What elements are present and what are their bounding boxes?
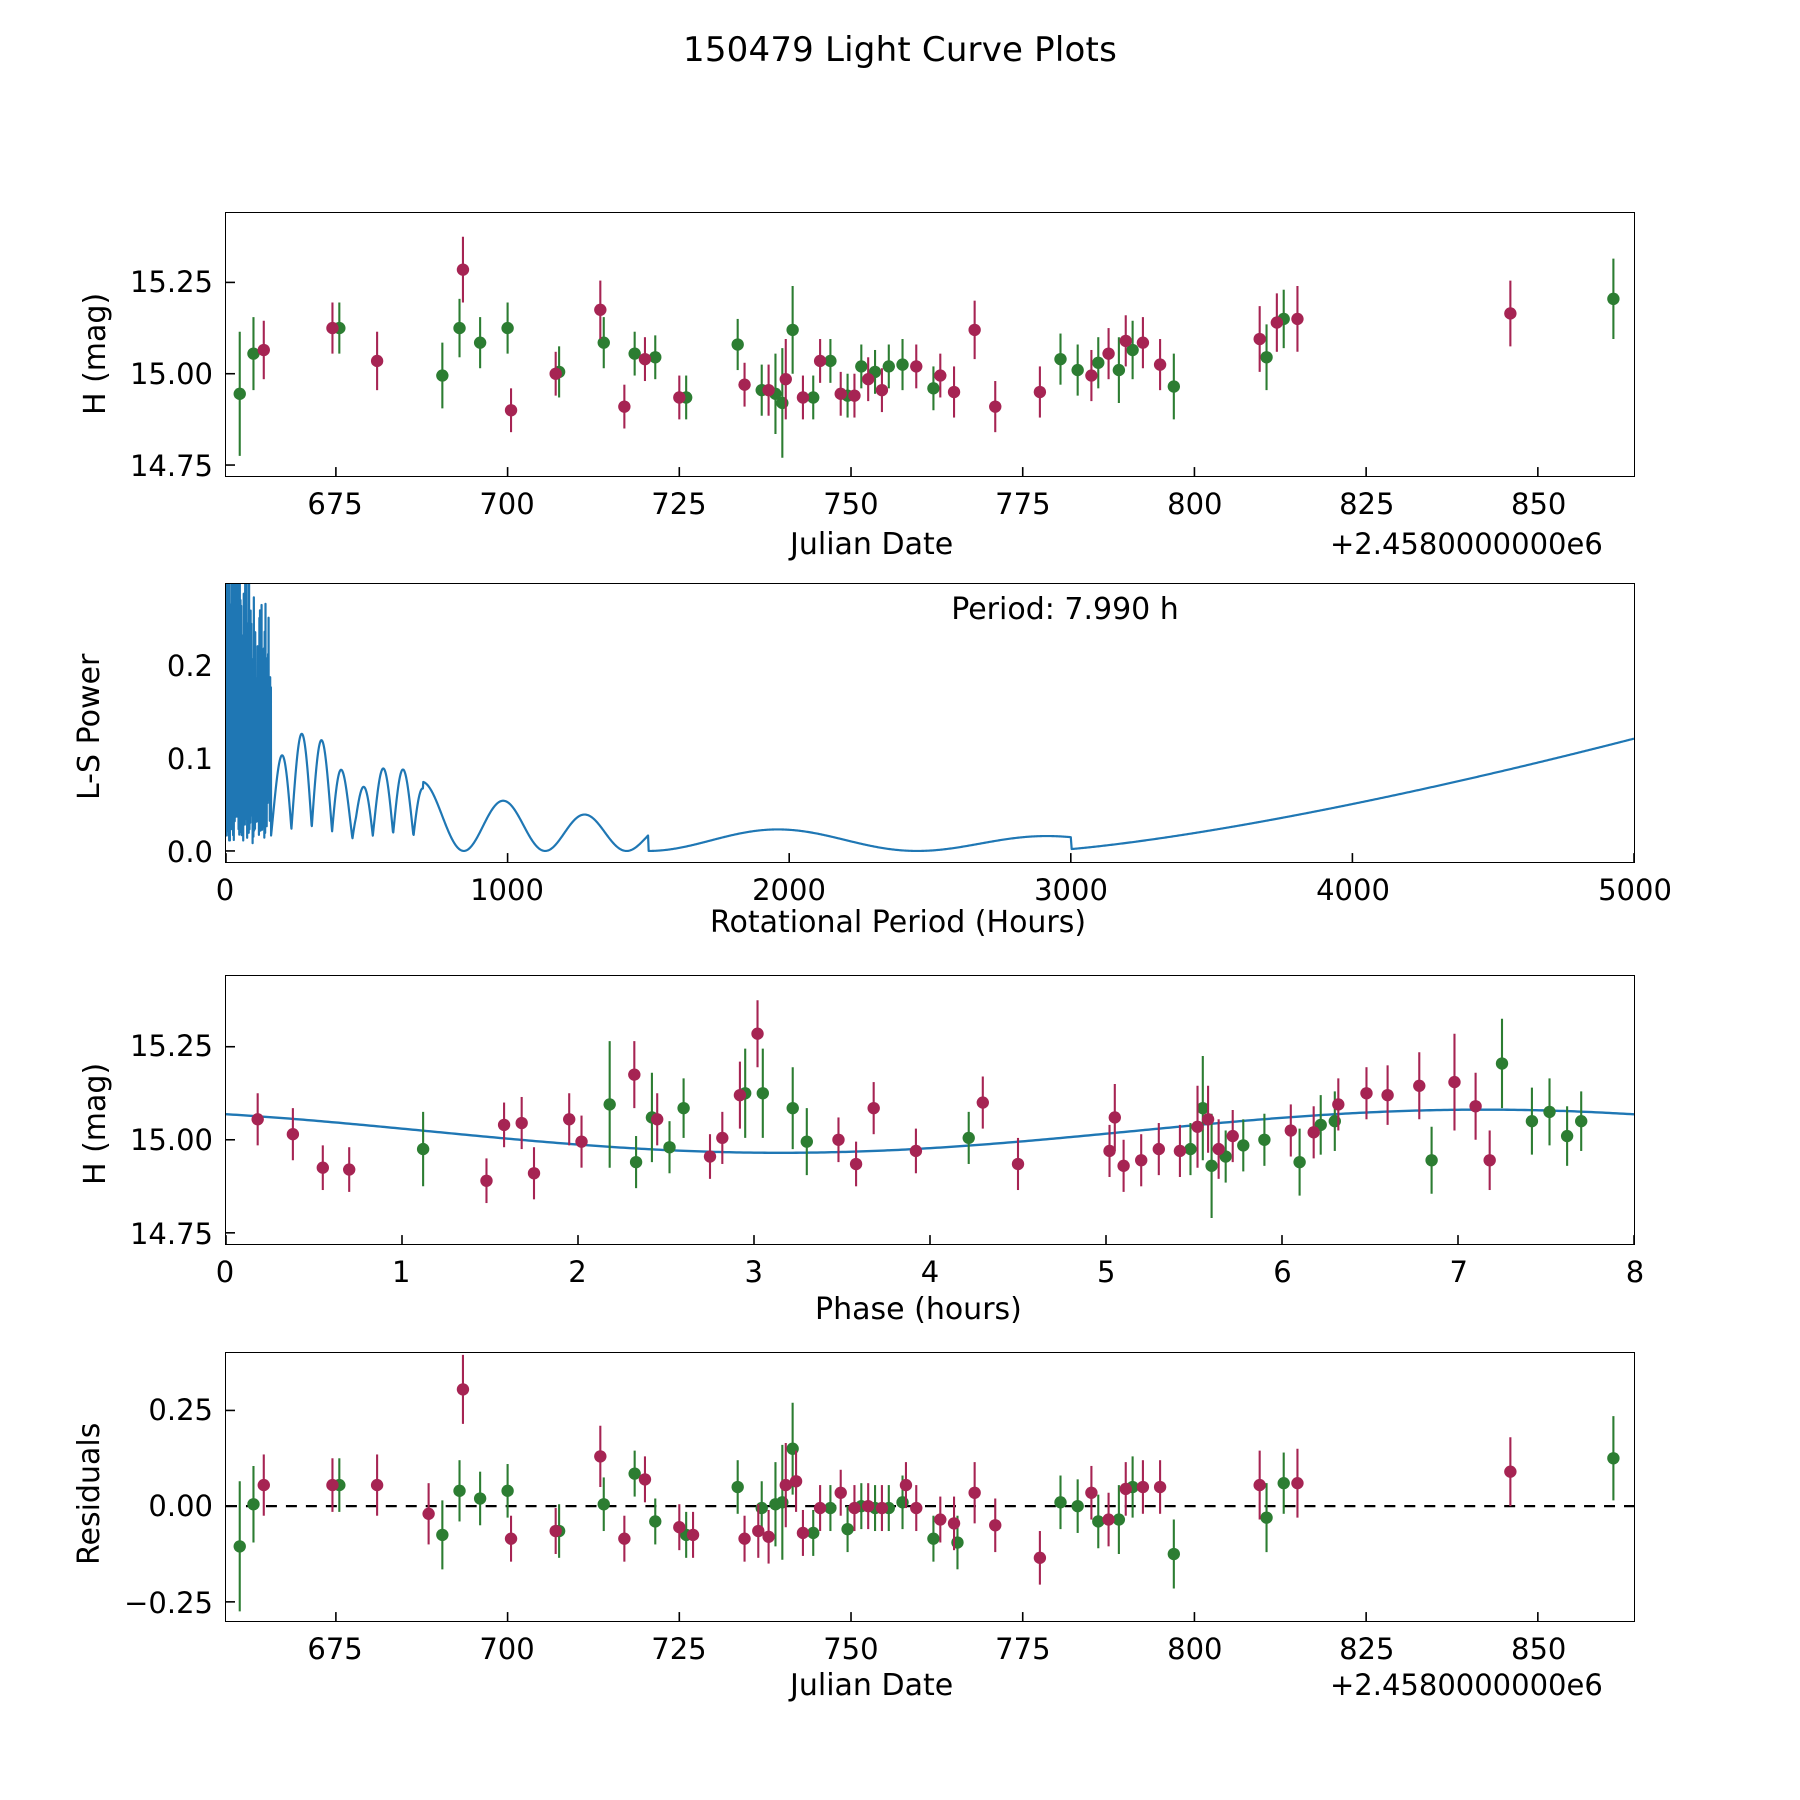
axis-label-x-periodogram: Rotational Period (Hours) — [710, 905, 1087, 940]
axis-label-x-residuals: Julian Date — [790, 1668, 954, 1703]
axis-label-y-periodogram: L-S Power — [72, 653, 107, 800]
axes-lightcurve — [225, 212, 1635, 477]
x-tick-label: 4000 — [1316, 873, 1390, 907]
x-tick-label: 775 — [995, 487, 1051, 521]
x-tick-label: 800 — [1167, 487, 1223, 521]
axes-phased — [225, 975, 1635, 1245]
y-tick-label: 15.00 — [129, 1123, 213, 1157]
axis-label-y-phased: H (mag) — [78, 1062, 113, 1185]
x-tick-label: 750 — [823, 1632, 879, 1666]
x-tick-label: 725 — [651, 1632, 707, 1666]
x-tick-label: 1000 — [470, 873, 544, 907]
axis-label-x-phased: Phase (hours) — [815, 1292, 1022, 1327]
y-tick-label: 0.25 — [148, 1392, 213, 1427]
y-tick-label: 15.25 — [129, 264, 213, 299]
y-tick-label: 14.75 — [129, 1216, 213, 1251]
axis-label-y-lightcurve: H (mag) — [78, 292, 113, 415]
x-tick-label: 4 — [920, 1255, 940, 1289]
axes-periodogram — [225, 583, 1635, 863]
y-tick-label: 0.0 — [166, 834, 213, 869]
x-tick-label: 675 — [307, 487, 363, 521]
y-tick-label: 0.00 — [148, 1489, 213, 1524]
y-tick-label: 0.1 — [166, 742, 213, 777]
x-tick-label: 2000 — [752, 873, 826, 907]
x-tick-label: 0 — [215, 1255, 235, 1289]
y-tick-label: 15.25 — [129, 1029, 213, 1064]
x-tick-label: 3 — [744, 1255, 763, 1289]
axis-label-y-residuals: Residuals — [72, 1422, 107, 1565]
x-tick-label: 0 — [215, 873, 235, 907]
x-tick-label: 5000 — [1598, 873, 1672, 907]
x-tick-label: 8 — [1625, 1255, 1645, 1289]
x-tick-label: 2 — [568, 1255, 587, 1289]
axis-offset-lightcurve: +2.4580000000e6 — [1330, 527, 1603, 561]
period-annotation: Period: 7.990 h — [951, 592, 1179, 627]
x-tick-label: 750 — [823, 487, 879, 521]
x-tick-label: 725 — [651, 487, 707, 521]
y-tick-label: 15.00 — [129, 356, 213, 391]
axes-residuals — [225, 1352, 1635, 1622]
axis-label-x-lightcurve: Julian Date — [790, 527, 954, 562]
x-tick-label: 825 — [1339, 487, 1395, 521]
x-tick-label: 700 — [479, 1632, 535, 1666]
x-tick-label: 775 — [995, 1632, 1051, 1666]
x-tick-label: 800 — [1167, 1632, 1223, 1666]
y-tick-label: 0.2 — [166, 649, 213, 684]
page-title: 150479 Light Curve Plots — [683, 30, 1117, 70]
y-tick-label: −0.25 — [124, 1585, 213, 1620]
y-tick-label: 14.75 — [129, 448, 213, 483]
axis-offset-residuals: +2.4580000000e6 — [1330, 1668, 1603, 1702]
x-tick-label: 850 — [1511, 487, 1567, 521]
x-tick-label: 6 — [1273, 1255, 1292, 1289]
x-tick-label: 7 — [1449, 1255, 1468, 1289]
x-tick-label: 850 — [1511, 1632, 1567, 1666]
x-tick-label: 675 — [307, 1632, 363, 1666]
x-tick-label: 3000 — [1034, 873, 1108, 907]
x-tick-label: 5 — [1097, 1255, 1116, 1289]
x-tick-label: 825 — [1339, 1632, 1395, 1666]
x-tick-label: 1 — [392, 1255, 411, 1289]
x-tick-label: 700 — [479, 487, 535, 521]
